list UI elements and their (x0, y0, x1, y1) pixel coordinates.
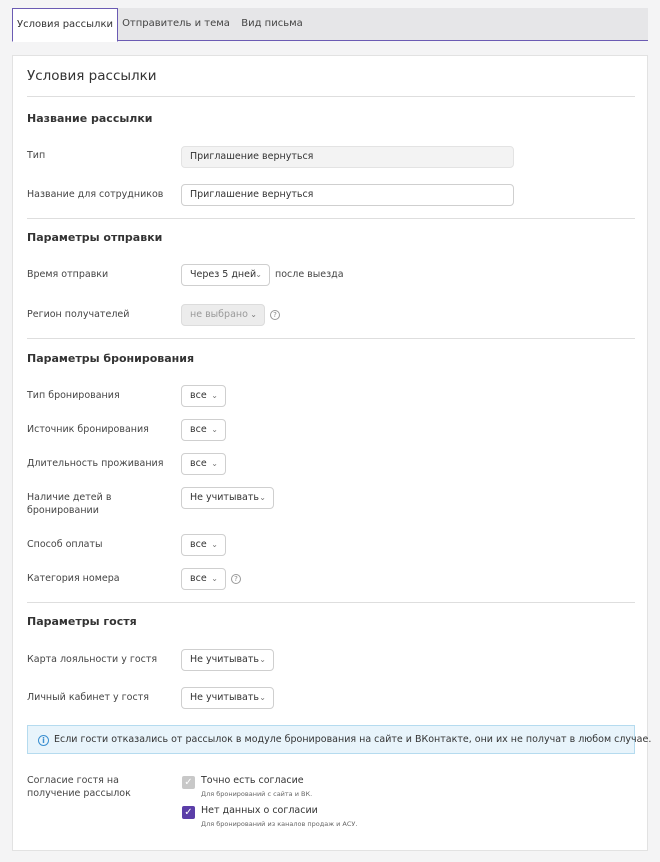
send-time-label: Время отправки (27, 269, 109, 280)
loyalty-card-value: Не учитывать (190, 654, 260, 665)
children-select[interactable] (181, 487, 274, 509)
tab-bar (12, 8, 648, 41)
children-value: Не учитывать (190, 492, 260, 503)
chevron-down-icon: ⌄ (211, 459, 218, 468)
stay-length-select[interactable] (181, 453, 226, 475)
divider (27, 218, 635, 219)
chevron-down-icon: ⌄ (211, 425, 218, 434)
chevron-down-icon: ⌄ (211, 391, 218, 400)
tab-email-view[interactable]: Вид письма (241, 18, 303, 29)
region-select (181, 304, 265, 326)
payment-method-value: все (190, 539, 207, 550)
payment-method-select[interactable] (181, 534, 226, 556)
room-category-label: Категория номера (27, 573, 120, 584)
send-time-value: Через 5 дней (190, 269, 257, 280)
staff-name-label: Название для сотрудников (27, 189, 164, 200)
booking-type-label: Тип бронирования (27, 390, 120, 401)
section-title-send-params: Параметры отправки (27, 231, 163, 244)
consent-confirmed-checkbox (182, 776, 195, 789)
chevron-down-icon: ⌄ (259, 655, 266, 664)
chevron-down-icon: ⌄ (211, 574, 218, 583)
consent-confirmed-hint: Для бронирований с сайта и ВК. (201, 790, 313, 798)
help-circle-icon[interactable]: ? (231, 574, 241, 584)
stay-length-label: Длительность проживания (27, 458, 164, 469)
loyalty-card-select[interactable] (181, 649, 274, 671)
settings-panel (12, 55, 652, 851)
section-title-guest-params: Параметры гостя (27, 615, 137, 628)
region-value: не выбрано (190, 309, 248, 320)
chevron-down-icon: ⌄ (259, 493, 266, 502)
booking-source-label: Источник бронирования (27, 424, 149, 435)
divider (27, 602, 635, 603)
chevron-down-icon: ⌄ (250, 310, 257, 319)
type-label: Тип (27, 150, 46, 161)
room-category-select[interactable] (181, 568, 226, 590)
type-field: Приглашение вернуться (181, 146, 514, 168)
info-banner (27, 725, 652, 754)
consent-unknown-label[interactable]: Нет данных о согласии (201, 805, 318, 816)
personal-cabinet-label: Личный кабинет у гостя (27, 692, 149, 703)
booking-source-value: все (190, 424, 207, 435)
booking-source-select[interactable] (181, 419, 226, 441)
section-title-booking-params: Параметры бронирования (27, 352, 195, 365)
region-label: Регион получателей (27, 309, 130, 320)
chevron-down-icon: ⌄ (255, 270, 262, 279)
chevron-down-icon: ⌄ (211, 540, 218, 549)
divider (27, 96, 635, 97)
children-label: Наличие детей в бронировании (27, 492, 112, 516)
check-icon: ✓ (184, 777, 193, 788)
personal-cabinet-value: Не учитывать (190, 692, 260, 703)
consent-confirmed-label: Точно есть согласие (201, 775, 304, 786)
booking-type-value: все (190, 390, 207, 401)
tab-sender-and-subject[interactable]: Отправитель и тема (122, 18, 230, 29)
chevron-down-icon: ⌄ (259, 693, 266, 702)
staff-name-input[interactable]: Приглашение вернуться (181, 184, 514, 206)
stay-length-value: все (190, 458, 207, 469)
section-title-mailing-name: Название рассылки (27, 112, 153, 125)
divider (27, 338, 635, 339)
info-text: Если гости отказались от рассылок в модуле бронирования на сайте и ВКонтакте, они их не получат в любом случае. (54, 734, 652, 745)
consent-label: Согласие гостя на получение рассылок (27, 775, 131, 799)
personal-cabinet-select[interactable] (181, 687, 274, 709)
send-time-suffix: после выезда (275, 269, 344, 280)
room-category-value: все (190, 573, 207, 584)
booking-type-select[interactable] (181, 385, 226, 407)
payment-method-label: Способ оплаты (27, 539, 103, 550)
loyalty-card-label: Карта лояльности у гостя (27, 654, 158, 665)
consent-unknown-hint: Для бронирований из каналов продаж и АСУ. (201, 820, 358, 828)
help-circle-icon[interactable]: ? (270, 310, 280, 320)
consent-unknown-checkbox[interactable] (182, 806, 195, 819)
send-time-select[interactable] (181, 264, 270, 286)
page-title: Условия рассылки (27, 68, 157, 84)
info-circle-icon: i (38, 735, 49, 746)
check-icon: ✓ (184, 807, 193, 818)
tab-mailing-conditions[interactable]: Условия рассылки (12, 8, 118, 42)
